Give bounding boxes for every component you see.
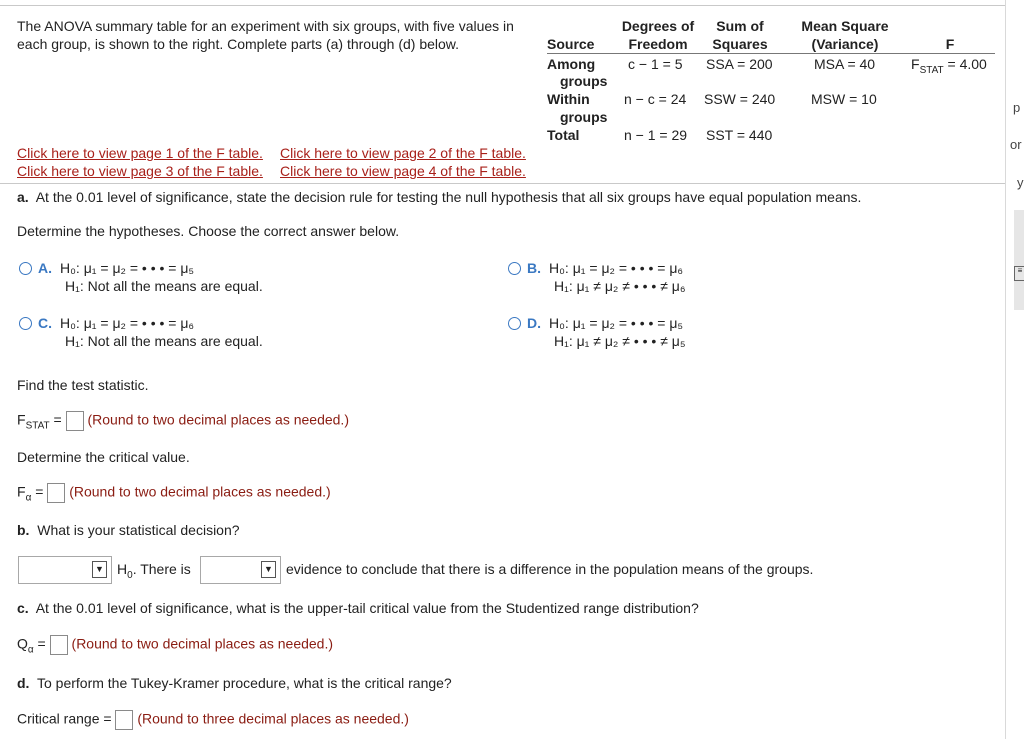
falpha-row [17,483,331,504]
within-source-cont: groups [560,109,608,125]
part-a-text: At the 0.01 level of significance, state the decision rule for testing the null hypothesis that all six groups have equal population means. [35,189,862,205]
among-fstat [911,55,987,80]
choice-a-h1: H₁: Not all the means are equal. [65,278,263,294]
critical-range-label: Critical range = [17,710,112,727]
critical-range-hint: (Round to three decimal places as needed.) [137,710,409,727]
header-f: F [945,36,955,52]
choice-b-h0: H₀: μ₁ = μ₂ = • • • = μ₆ [549,260,684,276]
decision-dropdown[interactable] [18,556,112,584]
header-df-line2: Freedom [628,36,688,52]
sidebar-fragment-1: p [1013,100,1021,115]
qalpha-label-sub: α [27,644,34,656]
among-ss: SSA = 200 [706,56,773,72]
part-d-label: d. [17,675,30,691]
fstat-row [17,411,349,432]
critical-range-input[interactable] [115,710,133,730]
right-sidebar [1005,0,1024,739]
choice-c-h1: H₁: Not all the means are equal. [65,333,263,349]
choice-b-h1: H₁: μ₁ ≠ μ₂ ≠ • • • ≠ μ₆ [554,278,686,294]
header-ss-line1: Sum of [716,18,764,34]
part-b-label: b. [17,522,30,538]
choice-d-radio[interactable] [508,317,521,330]
choice-a[interactable] [19,259,263,295]
within-ss: SSW = 240 [704,91,776,107]
falpha-label: F [17,483,26,500]
fstat-input[interactable] [66,411,84,431]
document-icon[interactable]: ≡ [1014,266,1024,281]
fstat-hint: (Round to two decimal places as needed.) [87,411,349,428]
critical-value-label: Determine the critical value. [17,449,190,465]
intro-text: The ANOVA summary table for an experiment with six groups, with five values in each group, is shown to the right. Complete parts (a) through (d) below. [17,18,514,52]
header-ms-line1: Mean Square [801,18,889,34]
choice-c[interactable] [19,314,263,350]
among-df: c − 1 = 5 [628,56,683,72]
table-header-rule [547,53,995,54]
within-ms: MSW = 10 [811,91,877,107]
choice-b[interactable] [508,259,686,295]
qalpha-row [17,635,333,656]
within-source: Within [547,91,590,107]
part-c-label: c. [17,600,29,616]
choice-d[interactable] [508,314,685,350]
among-fstat-value: = 4.00 [943,56,987,72]
part-c-text: At the 0.01 level of significance, what is the upper-tail critical value from the Studentized range distribution? [35,600,699,616]
evidence-conclusion-text: evidence to conclude that there is a difference in the population means of the groups. [286,561,814,577]
h0-text [117,561,191,581]
qalpha-hint: (Round to two decimal places as needed.) [71,635,334,652]
part-b-question [17,522,240,538]
among-ms: MSA = 40 [814,56,876,72]
qalpha-eq: = [33,635,46,652]
within-df: n − c = 24 [624,91,687,107]
f-table-page4-link[interactable]: Click here to view page 4 of the F table. [280,163,526,179]
part-b-text: What is your statistical decision? [37,522,240,538]
total-ss: SST = 440 [706,127,773,143]
sidebar-fragment-3: y [1017,175,1024,190]
falpha-eq: = [31,483,44,500]
falpha-input[interactable] [47,483,65,503]
falpha-label-sub: α [25,492,32,504]
fstat-eq: = [49,411,62,428]
total-source: Total [547,127,580,143]
f-table-page3-link[interactable]: Click here to view page 3 of the F table. [17,163,263,179]
h0-main: H [117,561,128,577]
qalpha-label: Q [17,635,28,652]
among-source-cont: groups [560,73,608,89]
header-ss-line2: Squares [712,36,768,52]
part-d-question [17,675,452,691]
sidebar-scrollbar[interactable] [1014,210,1024,310]
header-source: Source [547,36,595,52]
find-stat-label: Find the test statistic. [17,377,149,393]
part-d-text: To perform the Tukey-Kramer procedure, what is the critical range? [36,675,452,691]
part-a-question [17,189,861,205]
dropdown-arrow-icon: ▼ [92,561,107,578]
section-divider [0,183,1005,184]
choice-d-h1: H₁: μ₁ ≠ μ₂ ≠ • • • ≠ μ₅ [554,333,686,349]
critical-range-row [17,710,409,730]
evidence-dropdown[interactable] [200,556,281,584]
f-table-page2-link[interactable]: Click here to view page 2 of the F table. [280,145,526,161]
choice-c-h0: H₀: μ₁ = μ₂ = • • • = μ₆ [60,315,195,331]
total-df: n − 1 = 29 [624,127,688,143]
header-ms-line2: (Variance) [811,36,879,52]
choice-a-radio[interactable] [19,262,32,275]
fstat-label-sub: STAT [25,420,50,432]
qalpha-input[interactable] [50,635,68,655]
choice-d-letter: D. [527,315,541,331]
dropdown-arrow-icon: ▼ [261,561,276,578]
among-fstat-main: F [911,56,920,72]
part-c-question [17,600,699,616]
choice-c-letter: C. [38,315,52,331]
f-table-page1-link[interactable]: Click here to view page 1 of the F table. [17,145,263,161]
choice-b-letter: B. [527,260,541,276]
part-a-label: a. [17,189,29,205]
choice-d-h0: H₀: μ₁ = μ₂ = • • • = μ₅ [549,315,684,331]
top-divider [0,5,1005,6]
among-fstat-sub: STAT [919,64,944,76]
fstat-label: F [17,411,26,428]
sidebar-fragment-2: or [1010,137,1022,152]
choice-a-letter: A. [38,260,52,276]
hypotheses-instruction: Determine the hypotheses. Choose the correct answer below. [17,223,400,239]
header-df-line1: Degrees of [621,18,695,34]
h0-sub: 0 [127,569,133,581]
falpha-hint: (Round to two decimal places as needed.) [69,483,331,500]
choice-a-h0: H₀: μ₁ = μ₂ = • • • = μ₅ [60,260,195,276]
choice-b-radio[interactable] [508,262,521,275]
among-source: Among [547,56,596,72]
choice-c-radio[interactable] [19,317,32,330]
there-is-text: . There is [132,561,191,577]
